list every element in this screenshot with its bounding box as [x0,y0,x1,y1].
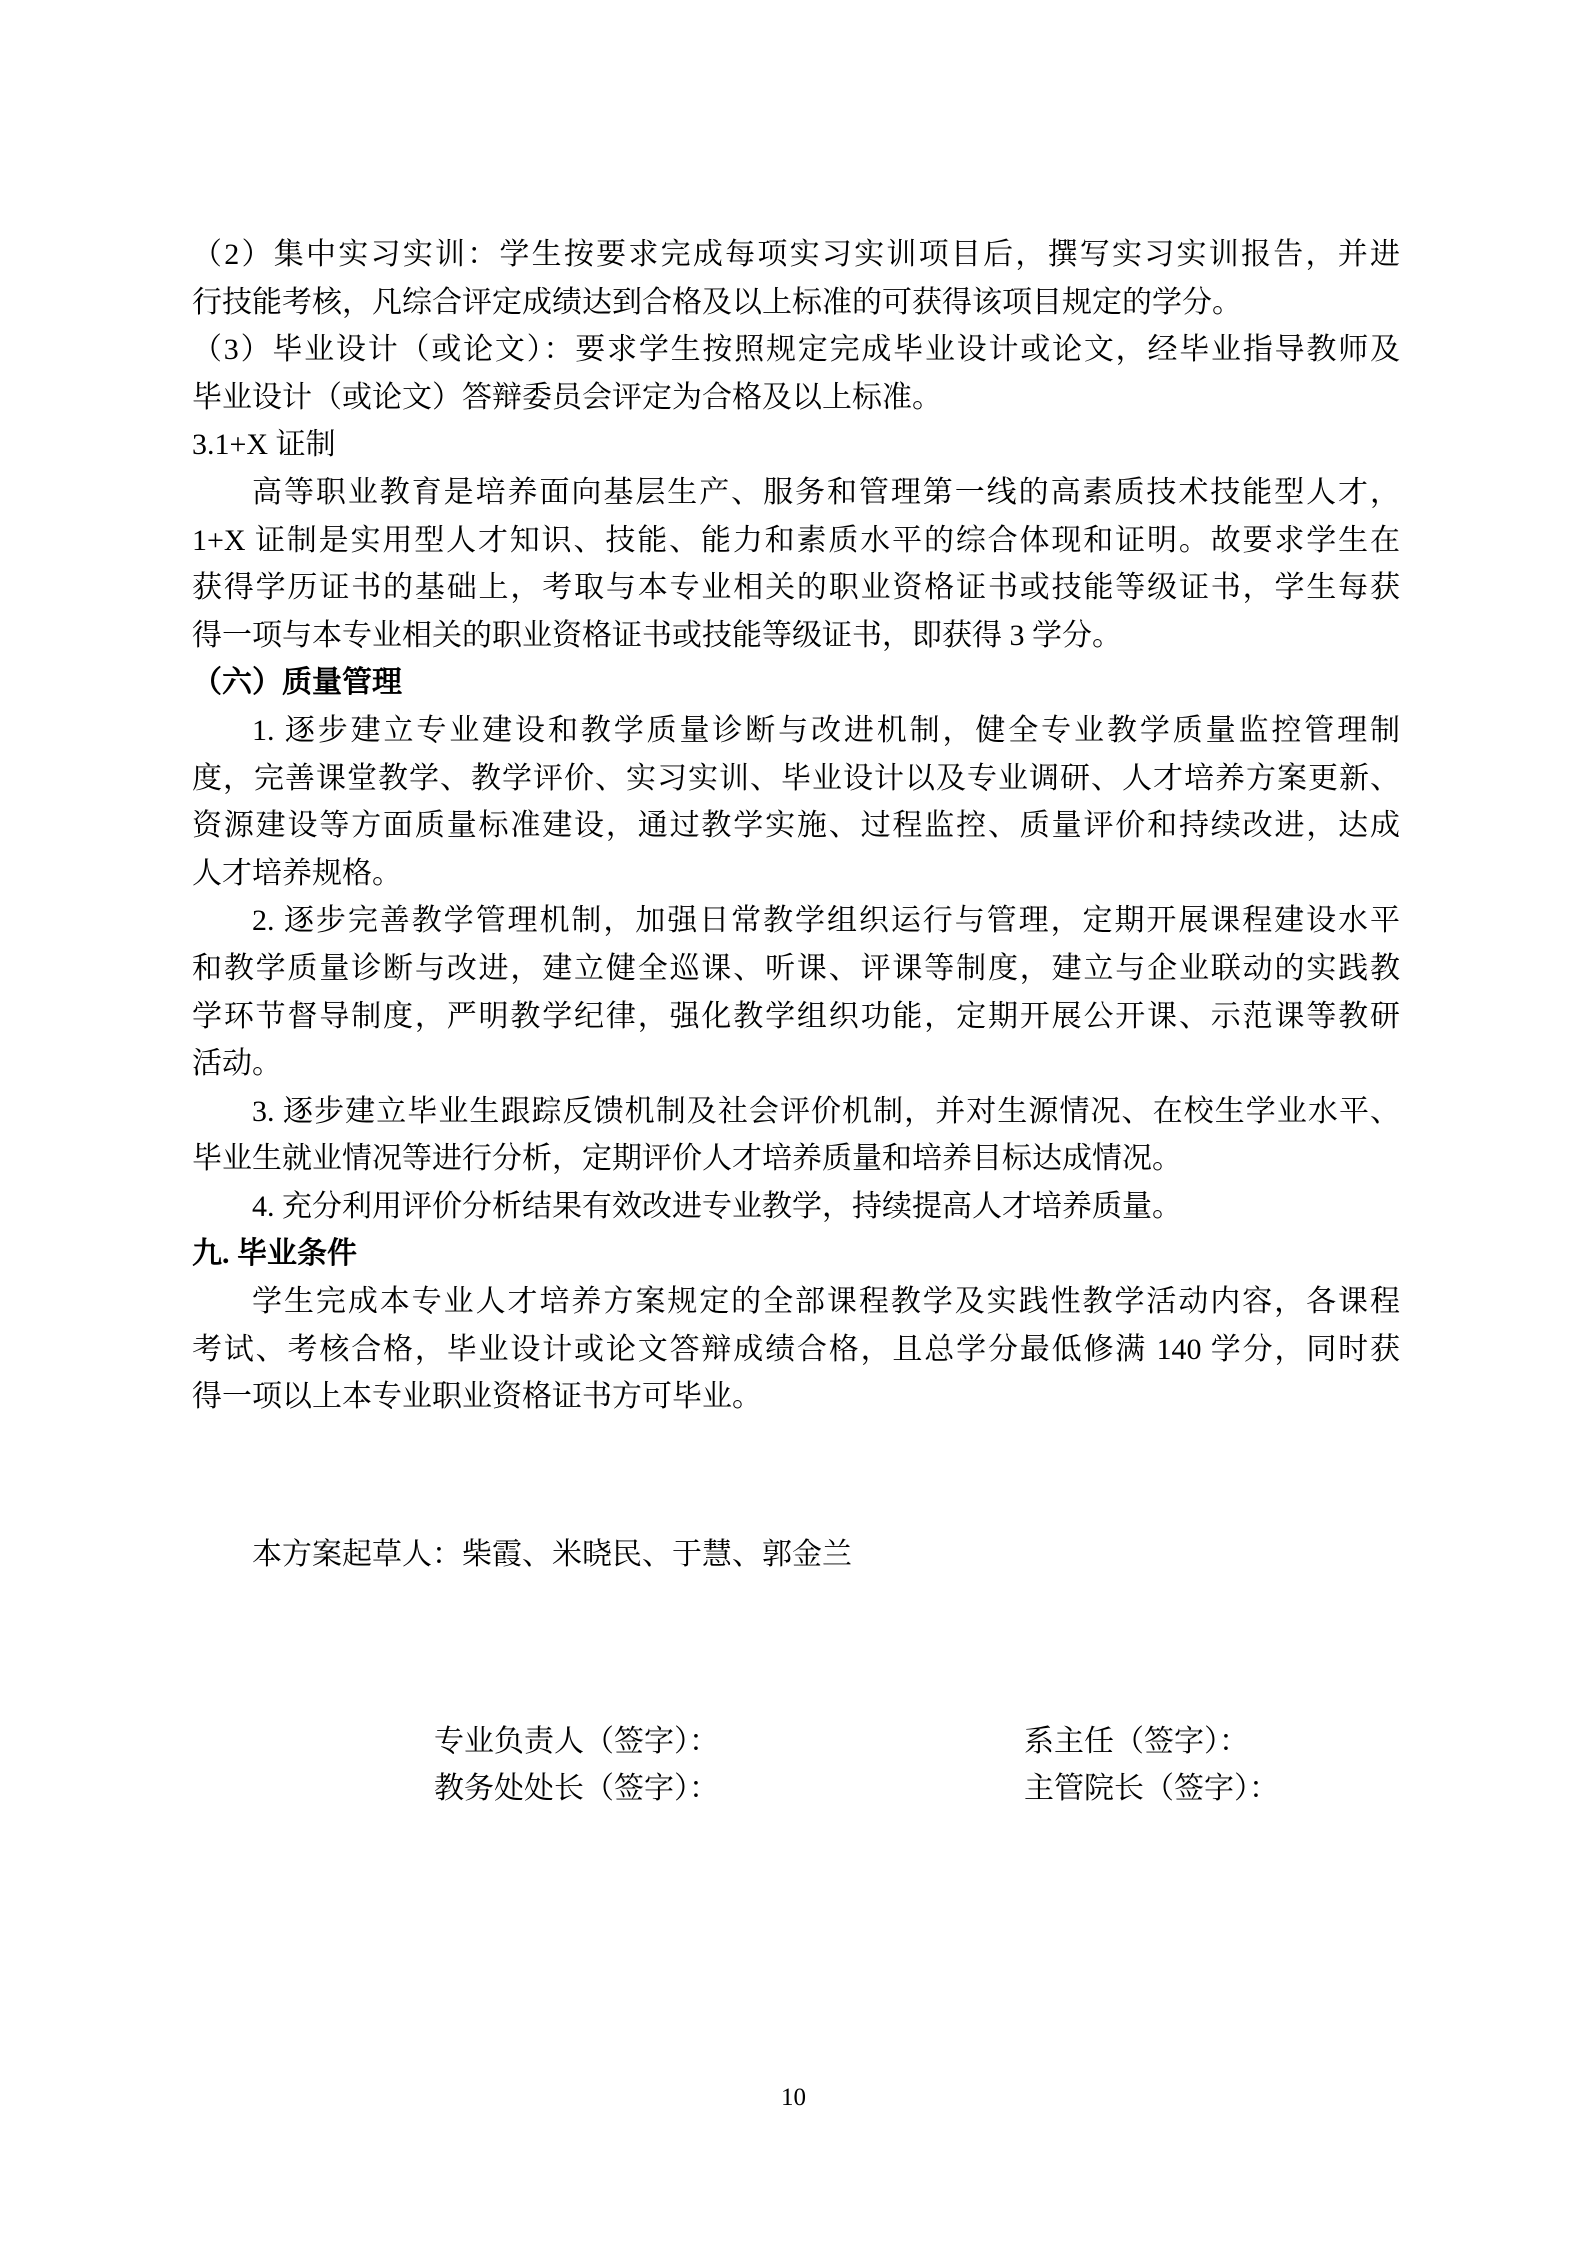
text-line: 度，完善课堂教学、教学评价、实习实训、毕业设计以及专业调研、人才培养方案更新、 [192,761,1400,795]
page-number: 10 [781,2084,806,2111]
text-line: 得一项与本专业相关的职业资格证书或技能等级证书，即获得 3 学分。 [192,618,1122,652]
text-line: 行技能考核，凡综合评定成绩达到合格及以上标准的可获得该项目规定的学分。 [192,285,1242,319]
paragraph [192,1088,1400,1183]
text-line: 考试、考核合格，毕业设计或论文答辩成绩合格，且总学分最低修满 140 学分，同时获 [192,1332,1400,1366]
paragraph [192,707,1400,897]
paragraph [192,469,1400,659]
section-heading [192,1230,1400,1278]
paragraph [192,421,1400,469]
text-line: 3. 逐步建立毕业生跟踪反馈机制及社会评价机制，并对生源情况、在校生学业水平、 [252,1094,1400,1128]
text-line: 高等职业教育是培养面向基层生产、服务和管理第一线的高素质技术技能型人才， [252,475,1400,509]
signature-row [192,1765,1400,1813]
text-line: 1. 逐步建立专业建设和教学质量诊断与改进机制，健全专业教学质量监控管理制 [252,713,1400,747]
drafters-line: 本方案起草人：柴霞、米晓民、于慧、郭金兰 [252,1538,852,1571]
paragraph [192,1278,1400,1421]
signature-row [192,1718,1400,1766]
text-line: 和教学质量诊断与改进，建立健全巡课、听课、评课等制度，建立与企业联动的实践教 [192,951,1400,985]
text-line: 3.1+X 证制 [192,428,336,462]
text-line: （3）毕业设计（或论文）：要求学生按照规定完成毕业设计或论文，经毕业指导教师及 [192,333,1400,367]
text-line: 活动。 [192,1047,282,1081]
text-line: 获得学历证书的基础上，考取与本专业相关的职业资格证书或技能等级证书，学生每获 [192,571,1400,605]
text-line: （2）集中实习实训：学生按要求完成每项实习实训项目后，撰写实习实训报告，并进 [192,238,1400,271]
paragraph [192,231,1400,326]
paragraph [192,897,1400,1087]
drafter-section [192,1531,1400,1813]
paragraph [192,1183,1400,1231]
text-line: 九. 毕业条件 [192,1237,357,1271]
section-heading [192,659,1400,707]
document-body [192,231,1400,1421]
signature-label-vice-president: 主管院长（签字）： [1024,1772,1279,1806]
signature-label-program-lead: 专业负责人（签字）： [434,1724,719,1758]
signature-label-academic-affairs-director: 教务处处长（签字）： [434,1772,719,1806]
text-line: 4. 充分利用评价分析结果有效改进专业教学，持续提高人才培养质量。 [252,1189,1182,1223]
text-line: 学生完成本专业人才培养方案规定的全部课程教学及实践性教学活动内容，各课程 [252,1285,1400,1319]
paragraph [192,326,1400,421]
text-line: 1+X 证制是实用型人才知识、技能、能力和素质水平的综合体现和证明。故要求学生在 [192,523,1400,557]
text-line: 毕业生就业情况等进行分析，定期评价人才培养质量和培养目标达成情况。 [192,1142,1182,1176]
text-line: 人才培养规格。 [192,856,402,890]
text-line: 学环节督导制度，严明教学纪律，强化教学组织功能，定期开展公开课、示范课等教研 [192,999,1400,1033]
drafter-paragraph [192,1531,1400,1579]
text-line: 毕业设计（或论文）答辩委员会评定为合格及以上标准。 [192,380,942,414]
text-line: 资源建设等方面质量标准建设，通过教学实施、过程监控、质量评价和持续改进，达成 [192,809,1400,843]
text-line: 得一项以上本专业职业资格证书方可毕业。 [192,1380,762,1414]
signature-block [192,1718,1400,1813]
text-line: 2. 逐步完善教学管理机制，加强日常教学组织运行与管理，定期开展课程建设水平 [252,904,1400,938]
text-line: （六）质量管理 [192,666,402,700]
signature-label-department-head: 系主任（签字）： [1024,1724,1249,1758]
